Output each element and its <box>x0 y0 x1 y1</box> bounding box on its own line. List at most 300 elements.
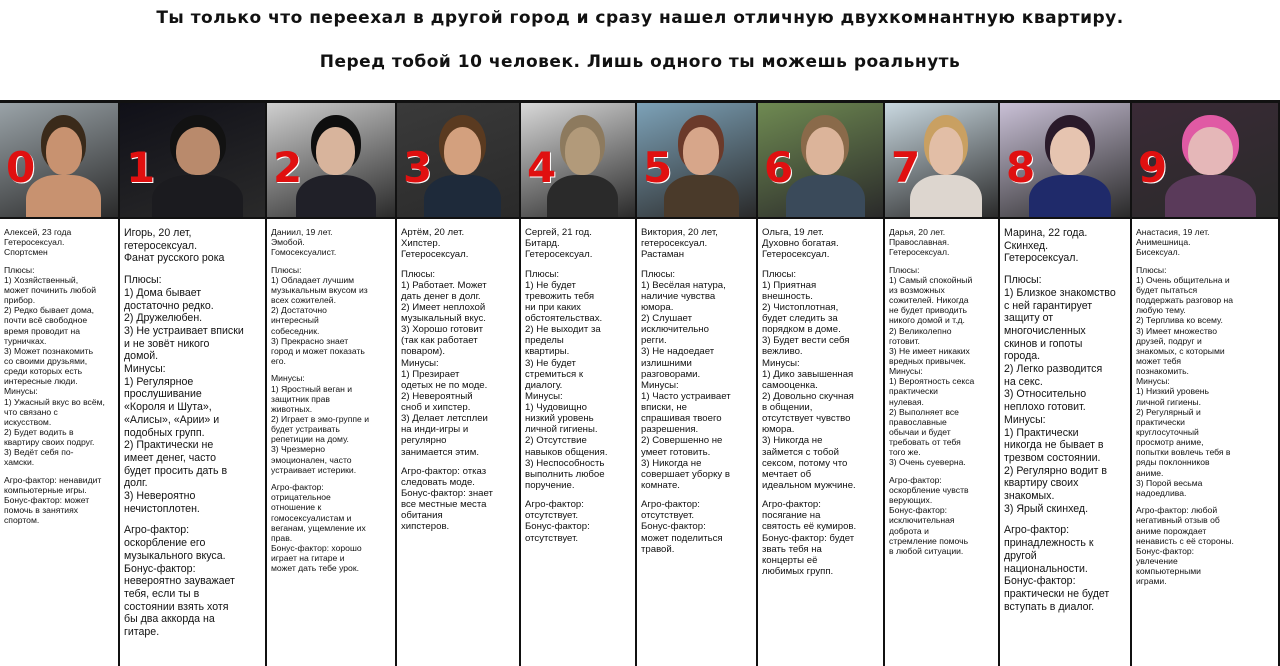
description-line: 2) Терплива ко всему. <box>1136 315 1223 326</box>
description-line: Гетеросексуал. <box>889 247 950 258</box>
description-line: дать денег в долг. <box>401 290 481 302</box>
description-line: 1) Хозяйственный, <box>4 274 79 285</box>
description-line: 3) Порой весьма <box>1136 477 1203 488</box>
description-line: аниме. <box>1136 467 1164 478</box>
description-line: самооценка. <box>762 379 818 391</box>
description-line: бы два аккорда на <box>124 613 215 626</box>
description-line: турничках. <box>4 335 47 346</box>
description-line: 2) Регулярный и <box>1136 406 1201 417</box>
description-line: тебя, если ты в <box>124 587 200 600</box>
description-line: внешность. <box>762 290 813 302</box>
description-line: интересный <box>271 315 319 326</box>
description-line: Бонус-фактор: <box>889 505 948 516</box>
description-line: нечистоплотен. <box>124 502 200 515</box>
description-line: может поделиться <box>641 532 723 544</box>
description-line: друзей, подруг и <box>1136 335 1202 346</box>
description-line: пределы <box>525 335 564 347</box>
description-line: 1) Очень общительна и <box>1136 274 1230 285</box>
description-line: Агро-фактор: любой <box>1136 505 1218 516</box>
description-line: 2) Не выходит за <box>525 324 601 336</box>
person-card-9 <box>1132 103 1280 666</box>
description-line: Гетеросексуал. <box>401 249 469 261</box>
description-line: наличие чувства <box>641 290 716 302</box>
spacer <box>641 260 753 268</box>
description-line: город и может показать <box>271 345 365 356</box>
description-line: Минусы: <box>401 357 439 369</box>
description-line: комнате. <box>641 479 680 491</box>
description-line: Ольга, 19 лет. <box>762 227 824 238</box>
header-line-2: Перед тобой 10 человек. Лишь одного ты можешь роальнуть <box>319 52 961 72</box>
description-line: Минусы: <box>889 366 923 377</box>
person-number: 6 <box>764 143 794 192</box>
description-line: играми. <box>1136 576 1167 587</box>
description-line: 1) Приятная <box>762 279 817 291</box>
person-photo <box>120 103 265 219</box>
description-line: 1) Часто устраивает <box>641 390 731 402</box>
description-line: Бонус-фактор: <box>1136 545 1195 556</box>
description-line: квартиры. <box>525 346 570 358</box>
description-line: трезвом состоянии. <box>1004 451 1101 464</box>
description-line: 3) Не устраивает вписки <box>124 324 244 337</box>
description-line: поваром). <box>401 346 445 358</box>
spacer <box>641 491 753 499</box>
description-line: 3) Ярый скинхед. <box>1004 502 1089 515</box>
person-photo <box>267 103 395 219</box>
description-line: займется с тобой <box>762 446 839 458</box>
description-line: с ней гарантирует <box>1004 299 1093 312</box>
description-line: играет на гитаре и <box>271 553 345 564</box>
person-photo <box>758 103 883 219</box>
description-line: гетеросексуал. <box>641 238 708 250</box>
description-line: принадлежность к <box>1004 537 1094 550</box>
description-line: регулярно <box>401 435 447 447</box>
description-line: его. <box>271 355 286 366</box>
description-line: почти всё свободное <box>4 315 88 326</box>
person-description <box>401 227 516 666</box>
spacer <box>124 515 262 524</box>
description-line: 3) Ведёт себя по- <box>4 447 74 458</box>
description-line: Эмобой. <box>271 237 305 248</box>
person-photo <box>397 103 519 219</box>
description-line: того же. <box>889 447 921 458</box>
description-line: Плюсы: <box>4 264 35 275</box>
description-line: 1) Близкое знакомство <box>1004 286 1116 299</box>
description-line: Бонус-фактор: знает <box>401 488 493 500</box>
description-line: отсутствует. <box>525 510 579 522</box>
description-line: 3) Может познакомить <box>4 345 94 356</box>
spacer <box>401 260 516 268</box>
description-line: круглосуточный <box>1136 426 1199 437</box>
description-line: квартиру своих подруг. <box>4 437 95 448</box>
description-line: обитания <box>401 510 443 522</box>
description-line: Бонус-фактор: может <box>4 495 90 506</box>
description-line: 2) Практически не <box>124 439 214 452</box>
description-line: требовать от тебя <box>889 437 961 448</box>
description-line: оскорбление его <box>124 537 206 550</box>
description-line: 1) Чудовищно <box>525 402 587 414</box>
description-line: отсутствует чувство <box>762 413 851 425</box>
description-line: животных. <box>271 403 313 414</box>
description-line: 2) Великолепно <box>889 325 952 336</box>
description-line: Марина, 22 года. <box>1004 227 1088 239</box>
description-line: подобных групп. <box>124 426 205 439</box>
description-line: доброта и <box>889 525 929 536</box>
spacer <box>889 468 995 475</box>
description-line: Минусы: <box>525 390 563 402</box>
description-line: Гомосексуалист. <box>271 247 337 258</box>
description-line: Агро-фактор: <box>762 499 821 511</box>
description-line: исключительно <box>641 324 709 336</box>
person-photo <box>1000 103 1130 219</box>
person-description <box>124 227 262 666</box>
description-line: разговорами. <box>641 368 701 380</box>
description-line: Православная. <box>889 237 950 248</box>
spacer <box>401 458 516 466</box>
description-line: регги. <box>641 335 667 347</box>
description-line: Минусы: <box>4 386 38 397</box>
description-line: 1) Обладает лучшим <box>271 274 355 285</box>
description-line: ненависть с её стороны. <box>1136 535 1234 546</box>
description-line: Битард. <box>525 238 560 250</box>
spacer <box>271 257 392 264</box>
person-card-1 <box>120 103 267 666</box>
description-line: 2) Регулярно водит в <box>1004 464 1107 477</box>
description-line: города. <box>1004 350 1041 363</box>
description-line: Гетеросексуал. <box>762 249 830 261</box>
description-line: верующих. <box>889 495 933 506</box>
description-line: 3) Имеет множество <box>1136 325 1218 336</box>
person-photo <box>0 103 118 219</box>
spacer <box>889 257 995 264</box>
description-line: компьютерными <box>1136 566 1201 577</box>
description-line: 3) Невероятно <box>124 490 196 503</box>
description-line: юмора. <box>641 301 674 313</box>
description-line: Бонус-фактор: <box>641 521 706 533</box>
spacer <box>271 475 392 482</box>
description-line: ряды поклонников <box>1136 457 1210 468</box>
description-line: и не зовёт никого <box>124 337 210 350</box>
description-line: юмора. <box>762 424 795 436</box>
person-description <box>4 227 115 666</box>
description-line: любую тему. <box>1136 305 1186 316</box>
description-line: личной гигиены. <box>1136 396 1201 407</box>
description-line: низкий уровень <box>525 413 594 425</box>
description-line: Агро-фактор: ненавидит <box>4 474 102 485</box>
description-line: излишними <box>641 357 692 369</box>
spacer <box>124 265 262 274</box>
description-line: Гетеросексуал. <box>525 249 593 261</box>
description-line: спортом. <box>4 515 40 526</box>
description-line: звать тебя на <box>762 543 822 555</box>
description-line: компьютерные игры. <box>4 484 87 495</box>
description-line: вступать в диалог. <box>1004 600 1095 613</box>
description-line: скинов и гопоты <box>1004 337 1083 350</box>
description-line: 2) Легко разводится <box>1004 363 1103 376</box>
description-line: спрашивая твоего <box>641 413 722 425</box>
description-line: Духовно богатая. <box>762 238 839 250</box>
description-line: 1) Презирает <box>401 368 460 380</box>
spacer <box>4 257 115 264</box>
description-line: может починить любой <box>4 285 96 295</box>
person-card-3 <box>397 103 521 666</box>
description-line: будет следить за <box>762 313 838 325</box>
description-line: занимается этим. <box>401 446 479 458</box>
description-line: неплохо готовит. <box>1004 401 1086 414</box>
description-line: отношение к <box>271 502 322 513</box>
description-line: достаточно редко. <box>124 299 214 312</box>
description-line: концерты её <box>762 554 818 566</box>
description-line: в любой ситуации. <box>889 545 964 556</box>
description-line: гетеросексуал. <box>124 239 198 252</box>
description-line: 2) Имеет неплохой <box>401 301 486 313</box>
description-line: готовит. <box>889 335 920 346</box>
description-line: обычаи и будет <box>889 426 951 437</box>
description-line: 1) Самый спокойный <box>889 274 973 285</box>
description-line: православные <box>889 416 947 427</box>
description-line: гомосексуалистам и <box>271 512 352 523</box>
description-line: любимых групп. <box>762 565 834 577</box>
description-line: практически <box>889 386 938 397</box>
person-photo <box>885 103 998 219</box>
description-line: Растаман <box>641 249 685 261</box>
description-line: Бонус-фактор: хорошо <box>271 542 362 553</box>
description-line: аниме порождает <box>1136 525 1207 536</box>
description-line: долг. <box>124 477 148 490</box>
person-description <box>762 227 880 666</box>
description-line: Агро-фактор: <box>525 499 584 511</box>
description-line: музыкального вкуса. <box>124 549 226 562</box>
description-line: будет устраивать <box>271 424 340 435</box>
description-line: 1) Низкий уровень <box>1136 386 1209 397</box>
description-line: 2) Достаточно <box>271 305 327 316</box>
description-line: надоедлива. <box>1136 487 1187 498</box>
description-line: Плюсы: <box>762 268 797 280</box>
description-line: в общении, <box>762 402 813 414</box>
description-line: разрешения. <box>641 424 699 436</box>
description-line: ни при каких <box>525 301 581 313</box>
description-line: Хипстер. <box>401 238 441 250</box>
description-line: никогда не бывает в <box>1004 439 1104 452</box>
description-line: 3) Очень суеверна. <box>889 457 966 468</box>
description-line: из возможных <box>889 285 945 295</box>
description-line: не будет приводить <box>889 305 968 316</box>
description-line: состоянии взять хотя <box>124 600 229 613</box>
description-line: Плюсы: <box>401 268 436 280</box>
description-line: навыков общения. <box>525 446 608 458</box>
description-line: Артём, 20 лет. <box>401 227 465 238</box>
description-line: собеседник. <box>271 325 320 336</box>
description-line: 2) Довольно скучная <box>762 390 854 402</box>
person-card-4 <box>521 103 637 666</box>
description-line: одетых не по моде. <box>401 379 488 391</box>
description-line: 2) Отсутствие <box>525 435 587 447</box>
description-line: практически не будет <box>1004 587 1110 600</box>
description-line: просмотр аниме, <box>1136 437 1204 448</box>
description-line: на инди-игры и <box>401 424 469 436</box>
description-line: 1) Дома бывает <box>124 286 202 299</box>
description-line: травой. <box>641 543 675 555</box>
person-photo <box>637 103 756 219</box>
header-line-1: Ты только что переехал в другой город и сразу нашел отличную двухкомнантную квартиру. <box>156 8 1124 28</box>
description-line: имеет денег, часто <box>124 451 217 464</box>
spacer <box>1136 257 1275 264</box>
spacer <box>525 491 632 499</box>
description-line: Минусы: <box>762 357 800 369</box>
person-photo <box>521 103 635 219</box>
description-line: 2) Дружелюбен. <box>124 312 203 325</box>
description-line: среди которых есть <box>4 366 83 377</box>
person-number: 5 <box>643 143 673 192</box>
description-line: время проводит на <box>4 325 81 336</box>
description-line: 3) Никогда не <box>762 435 823 447</box>
description-line: 2) Чистоплотная, <box>762 301 839 313</box>
description-line: Плюсы: <box>1004 274 1042 287</box>
description-line: музыкальным вкусом из <box>271 285 368 295</box>
description-line: Минусы: <box>124 363 166 376</box>
description-line: Плюсы: <box>641 268 676 280</box>
description-line: отрицательное <box>271 492 331 503</box>
description-line: 2) Слушает <box>641 313 692 325</box>
person-number: 8 <box>1006 143 1036 192</box>
description-line: вписки, не <box>641 402 687 414</box>
description-line: 1) Яростный веган и <box>271 383 353 394</box>
person-description <box>271 227 392 666</box>
description-line: невероятно зауважает <box>124 575 235 588</box>
description-line: личной гигиены. <box>525 424 598 436</box>
description-line: может тебя <box>1136 355 1182 366</box>
description-line: домой. <box>124 350 159 363</box>
description-line: веганам, ущемление их <box>271 522 366 533</box>
description-line: Даниил, 19 лет. <box>271 227 333 237</box>
spacer <box>762 260 880 268</box>
description-line: квартиру своих <box>1004 477 1079 490</box>
description-line: Агро-фактор: отказ <box>401 465 487 477</box>
description-line: порядком в доме. <box>762 324 841 336</box>
description-line: 3) Относительно <box>1004 388 1087 401</box>
description-line: совершает уборку в <box>641 468 730 480</box>
description-line: 2) Выполняет все <box>889 406 959 417</box>
description-line: Агро-фактор: <box>641 499 700 511</box>
description-line: Плюсы: <box>1136 264 1167 275</box>
description-line: Фанат русского рока <box>124 252 225 265</box>
description-line: 1) Работает. Может <box>401 279 487 291</box>
person-number: 7 <box>891 143 921 192</box>
spacer <box>4 468 115 475</box>
description-line: Виктория, 20 лет, <box>641 227 718 238</box>
description-line: умеет готовить. <box>641 446 711 458</box>
description-line: 3) Будет вести себя <box>762 335 850 347</box>
person-photo <box>1132 103 1278 219</box>
description-line: отсутствует. <box>641 510 695 522</box>
person-card-0 <box>0 103 120 666</box>
description-line: прибор. <box>4 295 36 306</box>
description-line: вредных привычек. <box>889 355 966 366</box>
description-line: репетиции на дому. <box>271 434 349 445</box>
person-description <box>641 227 753 666</box>
person-card-8 <box>1000 103 1132 666</box>
description-line: 2) Играет в эмо-группе и <box>271 413 369 424</box>
description-line: Минусы: <box>641 379 679 391</box>
spacer <box>1004 515 1127 524</box>
description-line: 1) Не будет <box>525 279 576 291</box>
description-line: 2) Редко бывает дома, <box>4 305 95 316</box>
person-description <box>1136 227 1275 666</box>
description-line: хипстеров. <box>401 521 450 533</box>
description-line: искусством. <box>4 416 52 427</box>
person-number: 9 <box>1138 143 1168 192</box>
description-line: Анастасия, 19 лет. <box>1136 227 1210 237</box>
description-line: на секс. <box>1004 375 1043 388</box>
description-line: (так как работает <box>401 335 478 347</box>
people-grid <box>0 100 1280 666</box>
description-line: святость её кумиров. <box>762 521 857 533</box>
description-line: исключительная <box>889 515 955 526</box>
description-line: Минусы: <box>1136 376 1170 387</box>
person-card-6 <box>758 103 885 666</box>
description-line: 3) Неспособность <box>525 457 605 469</box>
spacer <box>271 366 392 373</box>
description-line: Агро-фактор: <box>889 474 942 485</box>
description-line: познакомить. <box>1136 366 1189 377</box>
description-line: Бонус-фактор: <box>525 521 590 533</box>
description-line: эмоционален, часто <box>271 454 352 465</box>
description-line: прослушивание <box>124 388 202 401</box>
person-card-5 <box>637 103 758 666</box>
description-line: 1) Регулярное <box>124 375 194 388</box>
description-line: музыкальный вкус. <box>401 313 486 325</box>
description-line: Скинхед. <box>1004 239 1049 252</box>
description-line: 3) Делает летсплеи <box>401 413 488 425</box>
description-line: все местные места <box>401 499 487 511</box>
description-line: 2) Невероятный <box>401 390 473 402</box>
description-line: 2) Будет водить в <box>4 426 74 437</box>
description-line: будет пытаться <box>1136 285 1198 295</box>
description-line: знакомых. <box>1004 490 1055 503</box>
description-line: нулевая. <box>889 396 924 407</box>
person-number: 3 <box>403 143 433 192</box>
description-line: со своими друзьями, <box>4 355 88 366</box>
person-description <box>1004 227 1127 666</box>
person-number: 1 <box>126 143 156 192</box>
description-line: следовать моде. <box>401 476 475 488</box>
spacer <box>525 260 632 268</box>
person-card-7 <box>885 103 1000 666</box>
description-line: национальности. <box>1004 562 1088 575</box>
person-number: 0 <box>6 143 36 192</box>
description-line: стремление помочь <box>889 535 969 546</box>
description-line: стремиться к <box>525 368 584 380</box>
description-line: посягание на <box>762 510 821 522</box>
description-line: Игорь, 20 лет, <box>124 227 192 239</box>
description-line: сожителей. Никогда <box>889 295 969 306</box>
description-line: выполнить любое <box>525 468 605 480</box>
description-line: поручение. <box>525 479 575 491</box>
description-line: Гетеросексуал. <box>4 237 65 248</box>
description-line: знакомых, с которыми <box>1136 345 1225 356</box>
description-line: увлечение <box>1136 555 1178 566</box>
description-line: Агро-фактор: <box>1004 524 1070 537</box>
spacer <box>1136 498 1275 505</box>
description-line: Бонус-фактор: <box>124 562 196 575</box>
description-line: Минусы: <box>271 373 305 384</box>
description-line: обстоятельствах. <box>525 313 603 325</box>
description-line: 3) Не имеет никаких <box>889 345 970 356</box>
description-line: помочь в занятиях <box>4 505 79 516</box>
spacer <box>762 491 880 499</box>
description-line: отсутствует. <box>525 532 579 544</box>
description-line: всех сожителей. <box>271 295 336 306</box>
description-line: 1) Ужасный вкус во всём, <box>4 396 105 407</box>
